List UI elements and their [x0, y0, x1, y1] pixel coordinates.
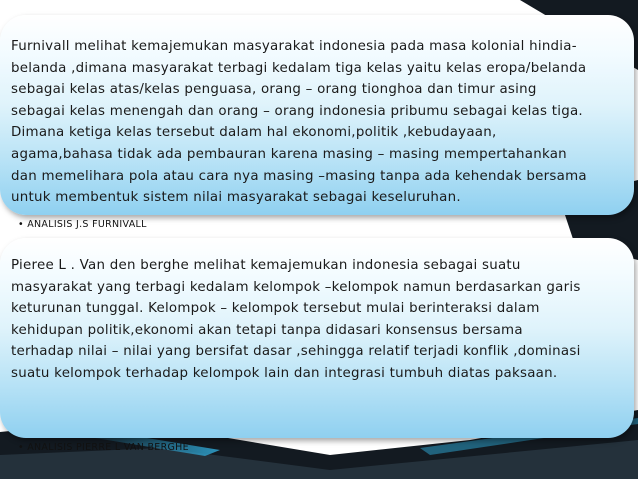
furnivall-analysis-caption: • ANALISIS J.S FURNIVALL — [18, 219, 147, 230]
van-den-berghe-analysis-caption: • ANALISIS PIERRE L VAN BERGHE — [18, 442, 189, 453]
furnivall-analysis-text: Furnivall melihat kemajemukan masyarakat indonesia pada masa kolonial hindia- belanda ,dimana masyarakat terbagi kedalam tiga kelas yaitu kelas eropa/belanda sebagai kelas atas/kelas penguasa, orang – orang tionghoa dan timur asing sebagai kelas menengah dan orang – orang indonesia pribumu sebagai kelas tiga. Dimana ketiga kelas tersebut dalam hal ekonomi,politik ,kebudayaan, agama,bahasa tidak ada pembauran karena masing – masing mempertahankan dan memelihara pola atau cara nya masing –masing tanpa ada kehendak bersama untuk membentuk sistem nilai masyarakat sebagai keseluruhan. — [11, 39, 587, 206]
furnivall-analysis-card — [0, 15, 634, 215]
van-den-berghe-analysis-text: Pieree L . Van den berghe melihat kemajemukan indonesia sebagai suatu masyarakat yang terbagi kedalam kelompok –kelompok namun berdasarkan garis keturunan tunggal. Kelompok – kelompok tersebut mulai berinteraksi dalam kehidupan politik,ekonomi akan tetapi tanpa didasari konsensus bersama terhadap nilai – nilai yang bersifat dasar ,sehingga relatif terjadi konflik ,dominasi suatu kelompok terhadap kelompok lain dan integrasi tumbuh diatas paksaan. — [11, 258, 581, 381]
van-den-berghe-analysis-card — [0, 238, 634, 438]
